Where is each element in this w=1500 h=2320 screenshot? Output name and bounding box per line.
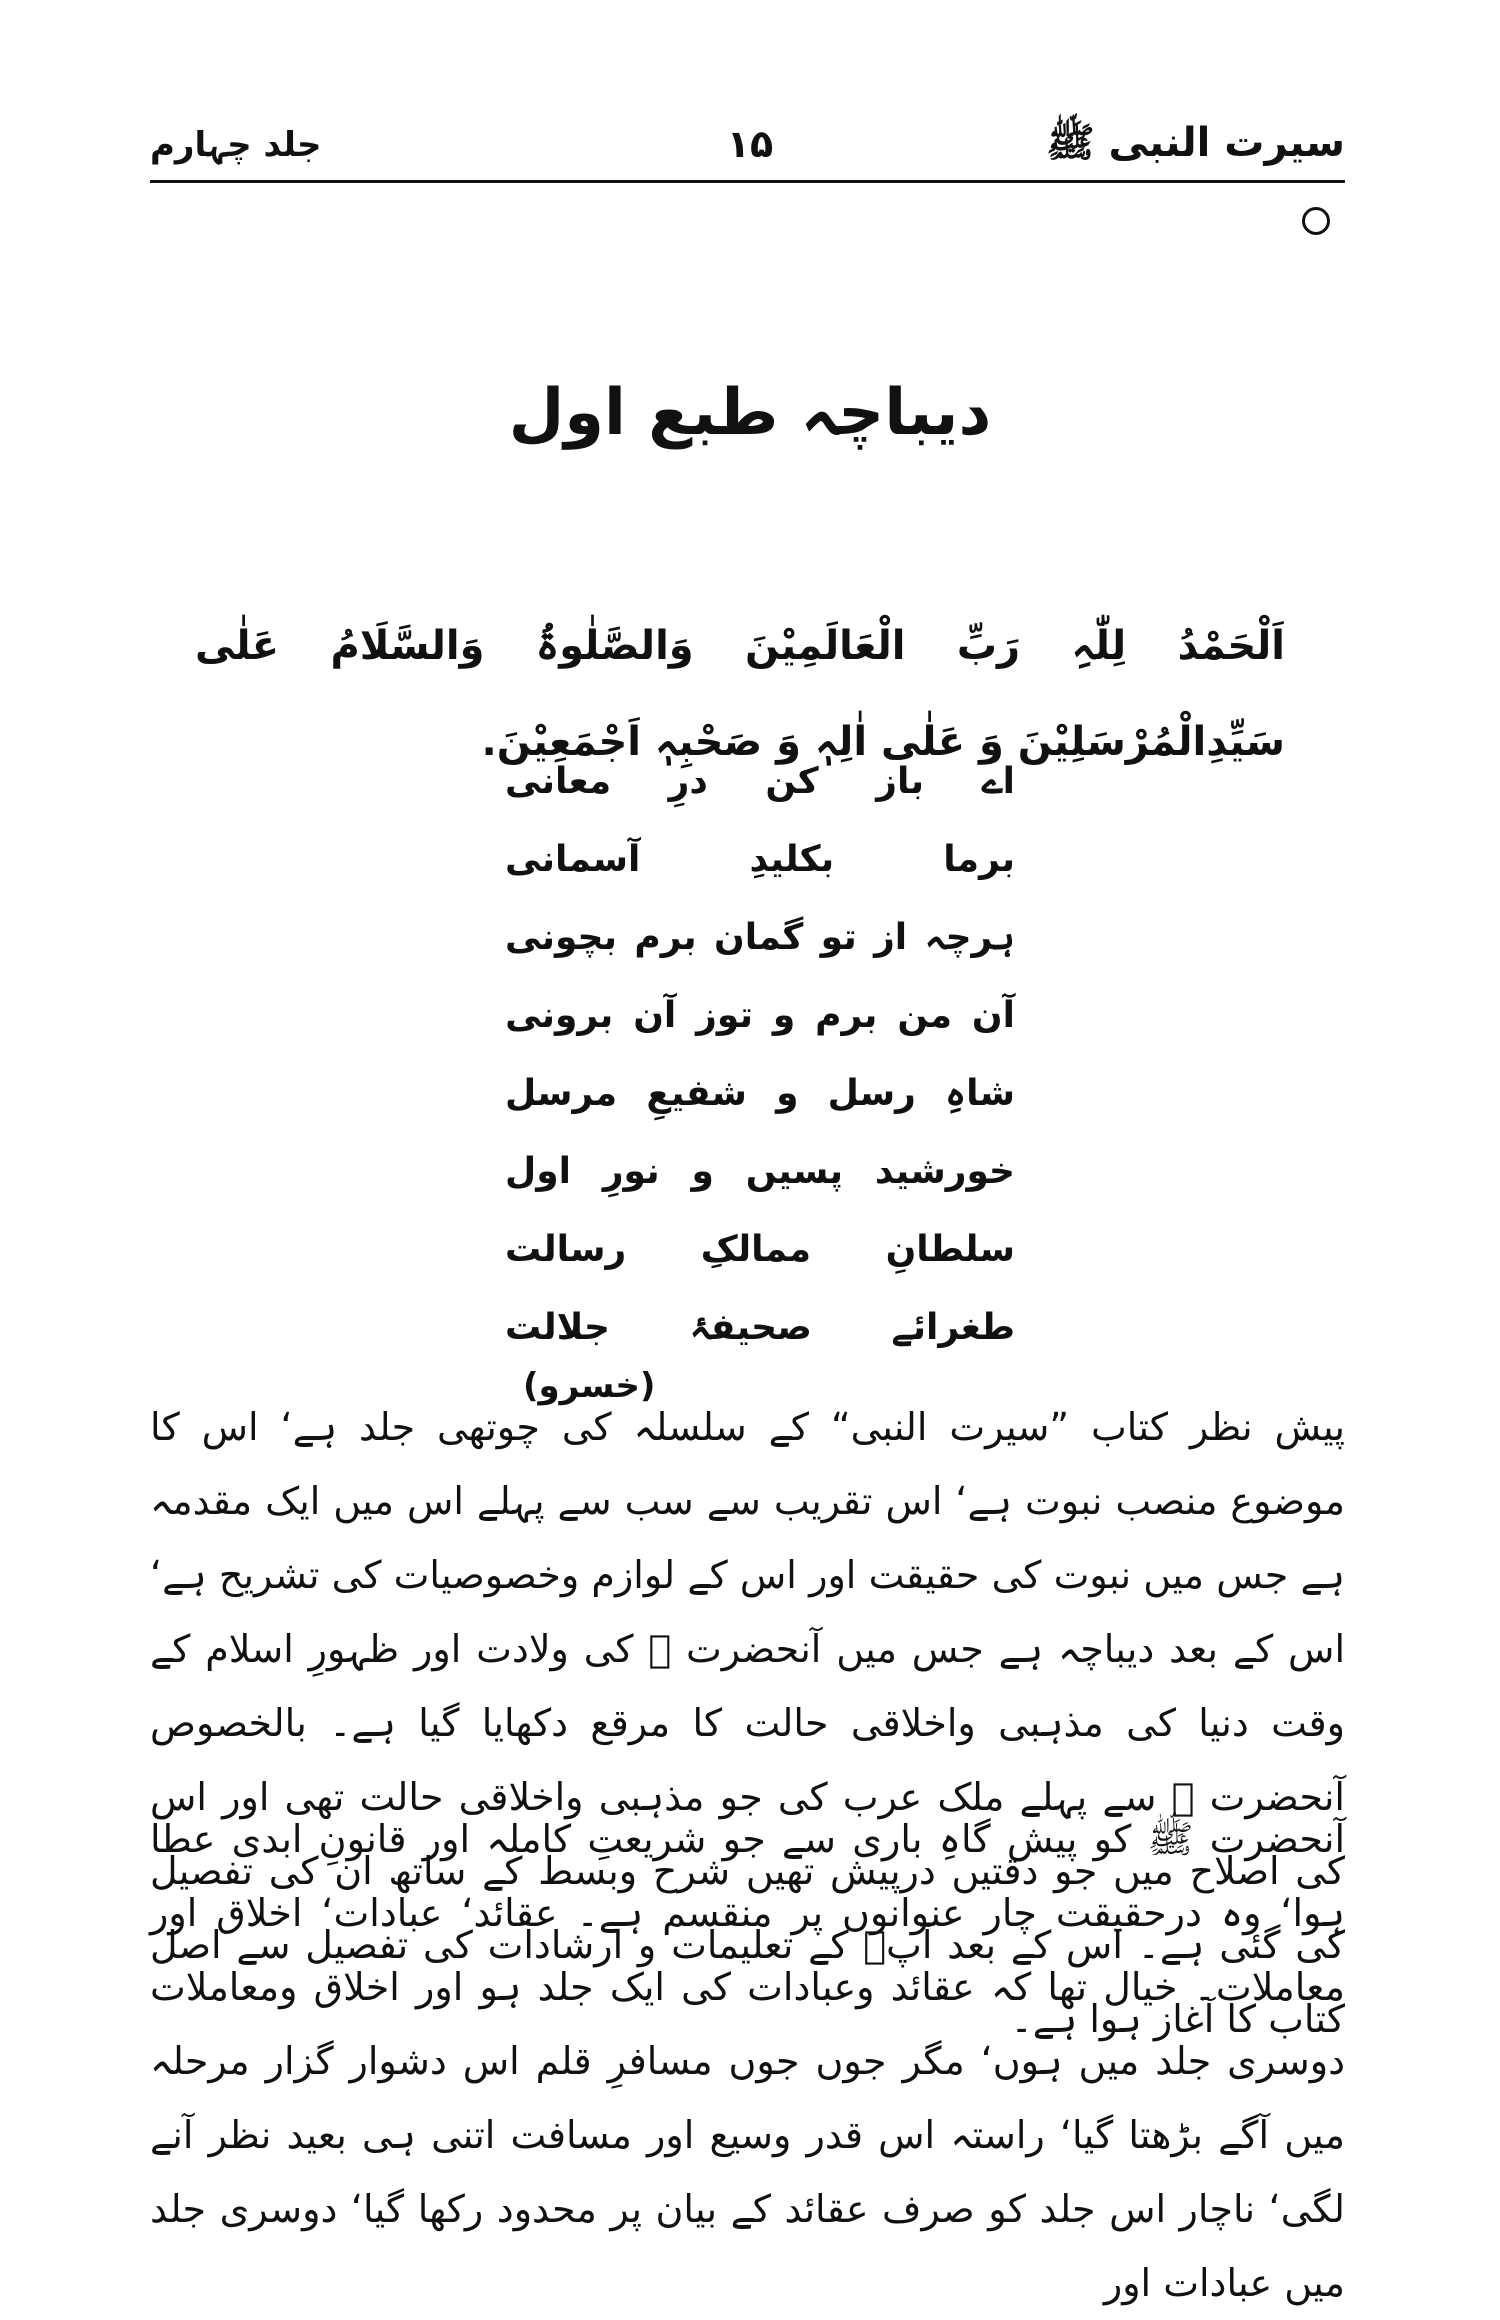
verse-word: برم (815, 994, 878, 1036)
verse-line (505, 1054, 1015, 1132)
verse-word: اے (981, 760, 1015, 802)
persian-verse (505, 742, 1015, 1426)
section-title: دیباچہ طبع اول (508, 376, 992, 450)
opening-invocation: اَلْحَمْدُ لِلّٰہِ رَبِّ الْعَالَمِیْنَ وَالصَّلٰوۃُ وَالسَّلَامُ عَلٰی سَیِّدِالْمُرْسَلِیْنَ وَ عَلٰی اٰلِہٖ وَ صَحْبِہٖ اَجْمَعِیْنَ. (195, 623, 1285, 765)
verse-word: من (897, 994, 953, 1036)
verse-word: بکلیدِ (749, 838, 835, 880)
verse-attribution: (خسرو) (523, 1366, 656, 1406)
verse-word: برم (634, 916, 697, 958)
verse-word: جلالت (505, 1306, 610, 1348)
header-rule (150, 180, 1345, 183)
verse-line (505, 976, 1015, 1054)
verse-word: بچونی (505, 916, 618, 958)
verse-word: برونی (505, 994, 614, 1036)
verse-word: پسیں (745, 1150, 843, 1192)
verse-word: ممالکِ (700, 1228, 812, 1270)
verse-word: مرسل (505, 1072, 618, 1114)
verse-word: طغرائے (891, 1306, 1015, 1348)
verse-word: درِ (668, 760, 708, 802)
verse-line (505, 1288, 1015, 1366)
volume-label: جلد چہارم (150, 125, 322, 165)
verse-word: نورِ (602, 1150, 660, 1192)
verse-word: معانی (505, 760, 612, 802)
verse-word: تو (820, 916, 857, 958)
verse-word: شاہِ (944, 1072, 1015, 1114)
verse-word: شفیعِ (646, 1072, 747, 1114)
verse-word: صحیفۂ (689, 1306, 812, 1348)
verse-word: و (691, 1150, 714, 1192)
verse-line (505, 898, 1015, 976)
verse-word: توز (696, 994, 753, 1036)
verse-word: آن (971, 994, 1015, 1036)
verse-word: سلطانِ (885, 1228, 1015, 1270)
running-title: سیرت النبی ﷺ (1046, 120, 1345, 166)
verse-line (505, 820, 1015, 898)
verse-word: و (776, 1072, 799, 1114)
verse-word: گمان (713, 916, 804, 958)
verse-word: باز (876, 760, 925, 802)
page-header (150, 118, 1345, 178)
verse-word: و (772, 994, 796, 1036)
verse-word: اول (505, 1150, 571, 1192)
verse-word: خورشید (874, 1150, 1015, 1192)
verse-line (505, 742, 1015, 820)
page-number: ۱۵ (726, 122, 774, 166)
paragraph: آنحضرت ﷺ کو پیش گاہِ باری سے جو شریعتِ کاملہ اور قانونِ ابدی عطا ہوا‘ وہ درحقیقت چار عنوانوں پر منقسم ہے۔ عقائد‘ عبادات‘ اخلاق اور معاملات۔ خیال تھا کہ عقائد وعبادات کی ایک جلد ہو اور اخلاق ومعاملات دوسری جلد میں ہوں‘ مگر جوں جوں مسافرِ قلم اس دشوار گزار مرحلہ میں آگے بڑھتا گیا‘ راستہ اس قدر وسیع اور مسافت اتنی ہی بعید نظر آنے لگی‘ ناچار اس جلد کو صرف عقائد کے بیان پر محدود رکھا گیا‘ دوسری جلد میں عبادات اور (150, 1817, 1345, 2305)
verse-word: آسمانی (505, 838, 641, 880)
verse-word: ہرچہ (924, 916, 1015, 958)
verse-word: از (874, 916, 908, 958)
verse-word: رسالت (505, 1228, 627, 1270)
paragraph: پیش نظر کتاب ”سیرت النبی“ کے سلسلہ کی چوتھی جلد ہے‘ اس کا موضوع منصب نبوت ہے‘ اس تقریب سے سب سے پہلے اس میں ایک مقدمہ ہے جس میں نبوت کی حقیقت اور اس کے لوازم وخصوصیات کی تشریح ہے‘ اس کے بعد دیباچہ ہے جس میں آنحضرت ﷺ کی ولادت اور ظہورِ اسلام کے وقت دنیا کی مذہبی واخلاقی حالت کا مرقع دکھایا گیا ہے۔ بالخصوص آنحضرت ﷺ سے پہلے ملک عرب کی جو مذہبی واخلاقی حالت تھی اور اس کی اصلاح میں جو دقتیں درپیش تھیں شرح وبسط کے ساتھ ان کی تفصیل کی گئی ہے۔ اس کے بعد آپؐ کے تعلیمات و ارشادات کی تفصیل سے اصل کتاب کا آغاز ہوا ہے۔ (150, 1405, 1345, 2041)
verse-line (505, 1132, 1015, 1210)
verse-line (505, 1210, 1015, 1288)
verse-word: رسل (827, 1072, 916, 1114)
circle-icon (1302, 207, 1330, 235)
verse-word: برما (943, 838, 1015, 880)
verse-word: آن (633, 994, 677, 1036)
verse-word: کن (765, 760, 819, 802)
